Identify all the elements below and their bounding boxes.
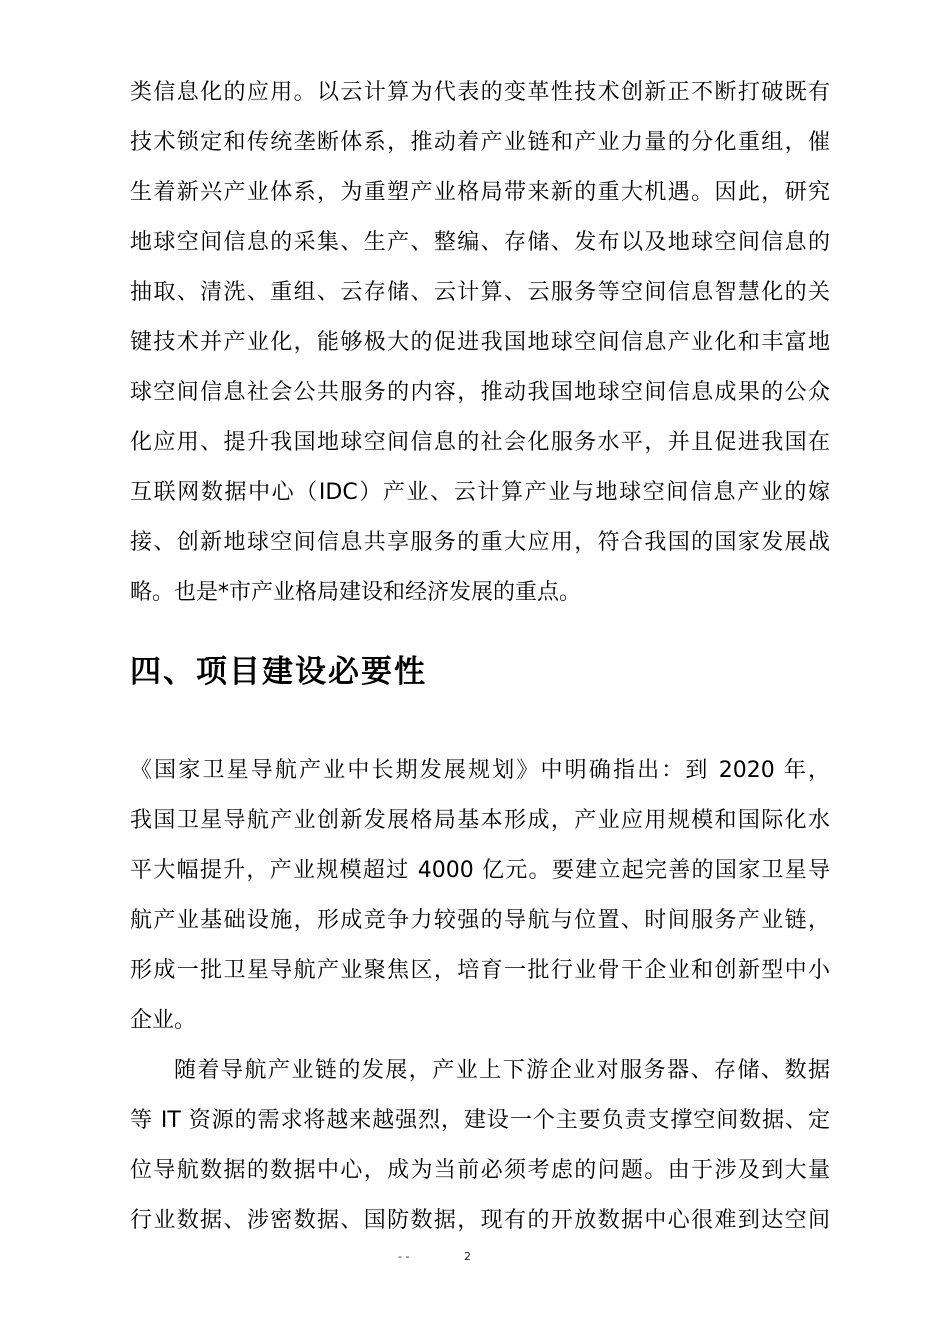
- text-line: 航产业基础设施，形成竞争力较强的导航与位置、时间服务产业链，: [130, 908, 830, 933]
- text-line: 略。也是*市产业格局建设和经济发展的重点。: [130, 580, 582, 605]
- section-heading: 四、项目建设必要性: [130, 654, 427, 690]
- text-line: 抽取、清洗、重组、云存储、云计算、云服务等空间信息智慧化的关: [130, 280, 830, 305]
- page-number: 2: [464, 1250, 471, 1263]
- text-line: 平大幅提升，产业规模超过 4000 亿元。要建立起完善的国家卫星导: [130, 858, 830, 883]
- text-line: 类信息化的应用。以云计算为代表的变革性技术创新正不断打破既有: [130, 80, 830, 105]
- text-line: 企业。: [130, 1008, 197, 1033]
- text-line: 随着导航产业链的发展，产业上下游企业对服务器、存储、数据: [174, 1058, 830, 1083]
- text-line: 技术锁定和传统垄断体系，推动着产业链和产业力量的分化重组，催: [130, 130, 830, 155]
- text-line: 《国家卫星导航产业中长期发展规划》中明确指出：到 2020 年，: [130, 758, 830, 783]
- text-line: 我国卫星导航产业创新发展格局基本形成，产业应用规模和国际化水: [130, 808, 830, 833]
- text-line: 形成一批卫星导航产业聚焦区，培育一批行业骨干企业和创新型中小: [130, 958, 830, 983]
- text-line: 球空间信息社会公共服务的内容，推动我国地球空间信息成果的公众: [130, 380, 830, 405]
- text-line: 等 IT 资源的需求将越来越强烈，建设一个主要负责支撑空间数据、定: [130, 1108, 830, 1133]
- text-line: 化应用、提升我国地球空间信息的社会化服务水平，并且促进我国在: [130, 430, 830, 455]
- text-line: 地球空间信息的采集、生产、整编、存储、发布以及地球空间信息的: [130, 230, 830, 255]
- text-line: 生着新兴产业体系，为重塑产业格局带来新的重大机遇。因此，研究: [130, 180, 830, 205]
- text-line: 互联网数据中心（IDC）产业、云计算产业与地球空间信息产业的嫁: [130, 480, 830, 505]
- text-line: 键技术并产业化，能够极大的促进我国地球空间信息产业化和丰富地: [130, 330, 830, 355]
- text-line: 接、创新地球空间信息共享服务的重大应用，符合我国的国家发展战: [130, 530, 830, 555]
- text-line: 位导航数据的数据中心，成为当前必须考虑的问题。由于涉及到大量: [130, 1158, 830, 1183]
- footer-marks: - -: [398, 1250, 410, 1263]
- text-line: 行业数据、涉密数据、国防数据，现有的开放数据中心很难到达空间: [130, 1208, 830, 1233]
